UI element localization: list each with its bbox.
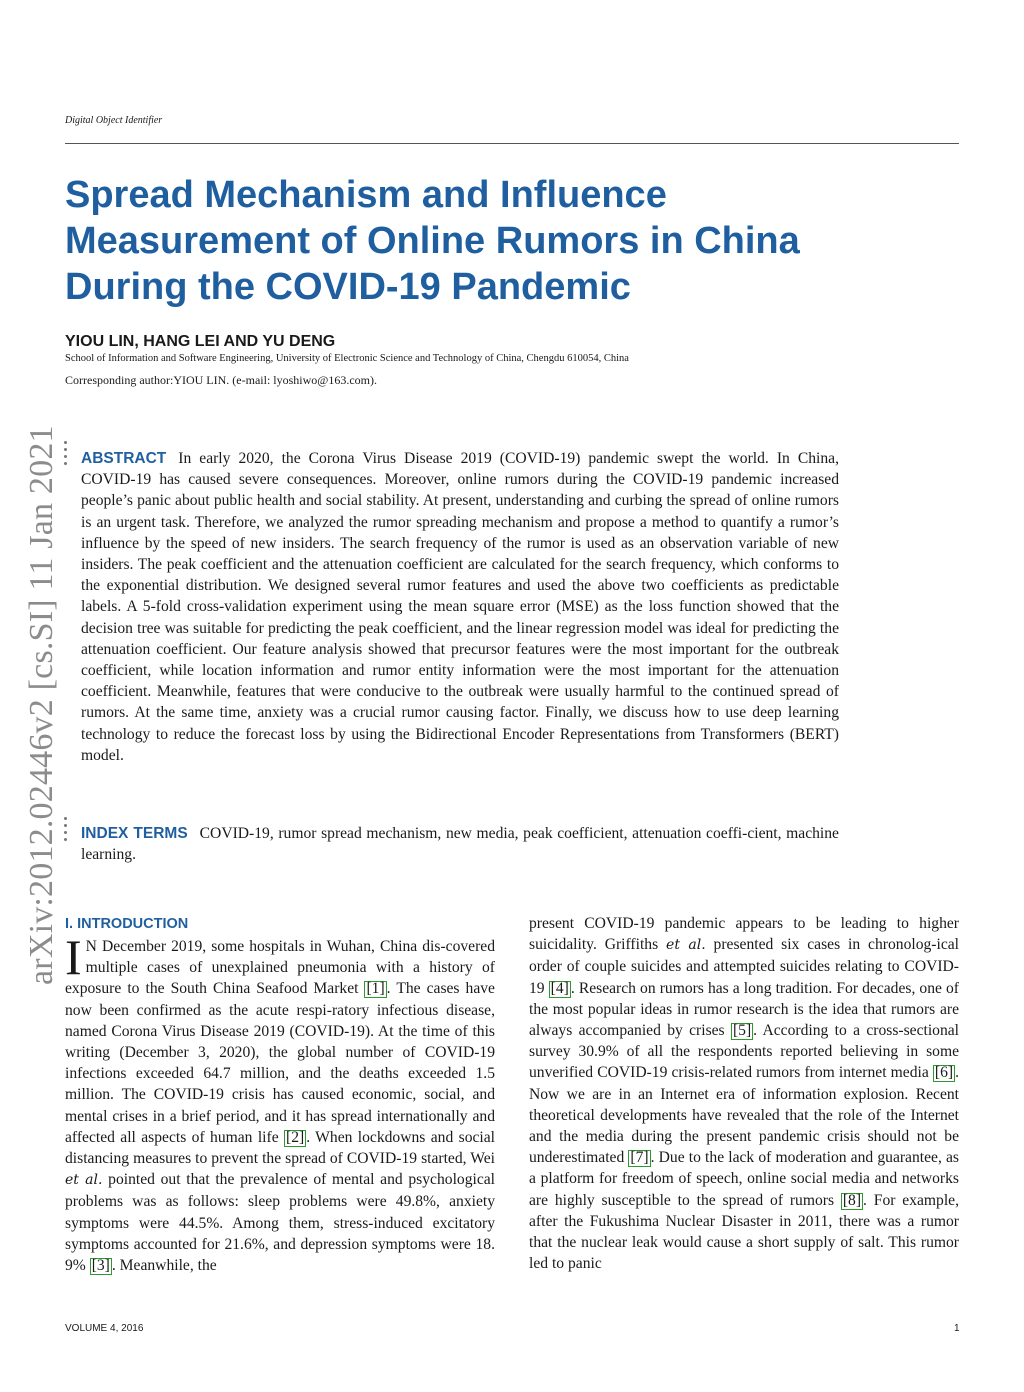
intro-right-text-5: . Now we are in an Internet era of information explosion. Recent theoretical developments have revealed that the role of the Internet and the media during the present pandemic crisis should not be underestimated (529, 1064, 959, 1167)
citation-link-6[interactable]: [6] (934, 1064, 954, 1082)
intro-right-column (529, 913, 959, 1274)
intro-right-text-2: presented six cases in chronolog-ical order of couple suicides and attempted suicides relating to COVID-19 (529, 936, 959, 997)
footer-page-number: 1 (954, 1323, 960, 1334)
authors: YIOU LIN, HANG LEI AND YU DENG (65, 333, 336, 350)
intro-left-column (65, 913, 495, 1276)
title-line-2: Measurement of Online Rumors in China (65, 220, 800, 262)
index-terms-text: COVID-19, rumor spread mechanism, new media, peak coefficient, attenuation coeffi-cient, machine learning. (81, 825, 839, 864)
intro-left-text-4: pointed out that the prevalence of mental and psychological problems was as follows: sleep problems were 49.8%, anxiety symptoms were 44.5%. Among them, stress-induced excitatory symptoms accounted for 21.6%, and depression symptoms were 18. 9% (65, 1171, 495, 1275)
paper-title (65, 172, 925, 310)
citation-link-8[interactable]: [8] (842, 1191, 862, 1209)
intro-left-text-1: N December 2019, some hospitals in Wuhan, China dis-covered multiple cases of unexplained pneumonia with a history of exposure to the South China Seafood Market (65, 938, 495, 998)
abstract (81, 448, 839, 766)
corresponding-author: Corresponding author:YIOU LIN. (e-mail: lyoshiwo@163.com). (65, 373, 377, 387)
index-terms-label: INDEX TERMS (81, 825, 188, 842)
index-terms-margin-dots (64, 817, 68, 845)
intro-right-text-4: . According to a cross-sectional survey 30.9% of all the respondents reported believing in some unverified COVID-19 crisis-related rumors from internet media (529, 1022, 959, 1082)
header-rule (65, 143, 959, 144)
abstract-label: ABSTRACT (81, 450, 167, 467)
citation-link-1[interactable]: [1] (366, 980, 385, 998)
title-line-1: Spread Mechanism and Influence (65, 174, 667, 216)
intro-left-text-2: . The cases have now been confirmed as the acute respi-ratory infectious disease, named Corona Virus Disease 2019 (COVID-19). At the time of this writing (December 3, 2020), the global number of COVID-19 infections exceeded 64.7 million, and the deaths exceeded 1.5 million. The COVID-19 crisis has caused economic, social, and mental crises in a brief period, and it has spread internationally and affected all aspects of human life (65, 980, 495, 1146)
drop-cap: I (65, 929, 82, 985)
intro-right-text-3: . Research on rumors has a long tradition. For decades, one of the most popular ideas in rumor research is the idea that rumors are always accompanied by crises (529, 979, 959, 1040)
abstract-margin-dots (64, 441, 68, 469)
citation-link-2[interactable]: [2] (286, 1128, 305, 1146)
section-heading-introduction: I. INTRODUCTION (65, 916, 189, 932)
intro-right-text-1: present COVID-19 pandemic appears to be leading to higher suicidality. Griffiths (529, 915, 959, 954)
affiliation: School of Information and Software Engineering, University of Electronic Science and Technology of China, Chengdu 610054, China (65, 353, 629, 364)
et-al-right: et al. (666, 937, 706, 954)
intro-left-text-3: . When lockdowns and social distancing measures to prevent the spread of COVID-19 started, Wei (65, 1128, 495, 1168)
citation-link-5[interactable]: [5] (732, 1022, 752, 1040)
footer-volume: VOLUME 4, 2016 (65, 1323, 144, 1334)
et-al-left: et al. (65, 1172, 103, 1189)
arxiv-stamp: arXiv:2012.02446v2 [cs.SI] 11 Jan 2021 (23, 425, 60, 985)
citation-link-4[interactable]: [4] (550, 979, 569, 997)
index-terms (81, 823, 839, 865)
title-line-3: During the COVID-19 Pandemic (65, 266, 631, 308)
doi-label: Digital Object Identifier (65, 115, 163, 126)
intro-right-text-6: . Due to the lack of moderation and guarantee, as a platform for freedom of speech, online social media and networks are highly susceptible to the spread of rumors (529, 1149, 959, 1209)
abstract-text: In early 2020, the Corona Virus Disease 2019 (COVID-19) pandemic swept the world. In China, COVID-19 has caused severe consequences. Moreover, online rumors during the COVID-19 pandemic increased people’s panic about public health and social stability. At present, understanding and curbing the spread of online rumors is an urgent task. Therefore, we analyzed the rumor spreading mechanism and propose a method to quantify a rumor’s influence by the speed of new insiders. The search frequency of the rumor is used as an observation variable of new insiders. The peak coefficient and the attenuation coefficient are calculated for the search frequency, which conforms to the exponential distribution. We designed several rumor features and used the above two coefficients as predictable labels. A 5-fold cross-validation experiment using the mean square error (MSE) as the loss function showed that the decision tree was suitable for predicting the peak coefficient, and the linear regression model was ideal for predicting the attenuation coefficient. Our feature analysis showed that precursor features were the most important for the outbreak coefficient, while location information and rumor entity information were the most important for the attenuation coefficient. Meanwhile, features that were conducive to the outbreak were usually harmful to the continued spread of rumors. At the same time, anxiety was a crucial rumor causing factor. Finally, we discuss how to use deep learning technology to reduce the forecast loss by using the Bidirectional Encoder Representations from Transformers (BERT) model. (81, 450, 839, 764)
citation-link-7[interactable]: [7] (630, 1149, 649, 1167)
intro-left-text-5: . Meanwhile, the (111, 1257, 217, 1275)
citation-link-3[interactable]: [3] (91, 1257, 110, 1275)
intro-right-text-7: . For example, after the Fukushima Nuclear Disaster in 2011, there was a rumor that the nuclear leak would cause a short supply of salt. This rumor led to panic (529, 1191, 959, 1273)
